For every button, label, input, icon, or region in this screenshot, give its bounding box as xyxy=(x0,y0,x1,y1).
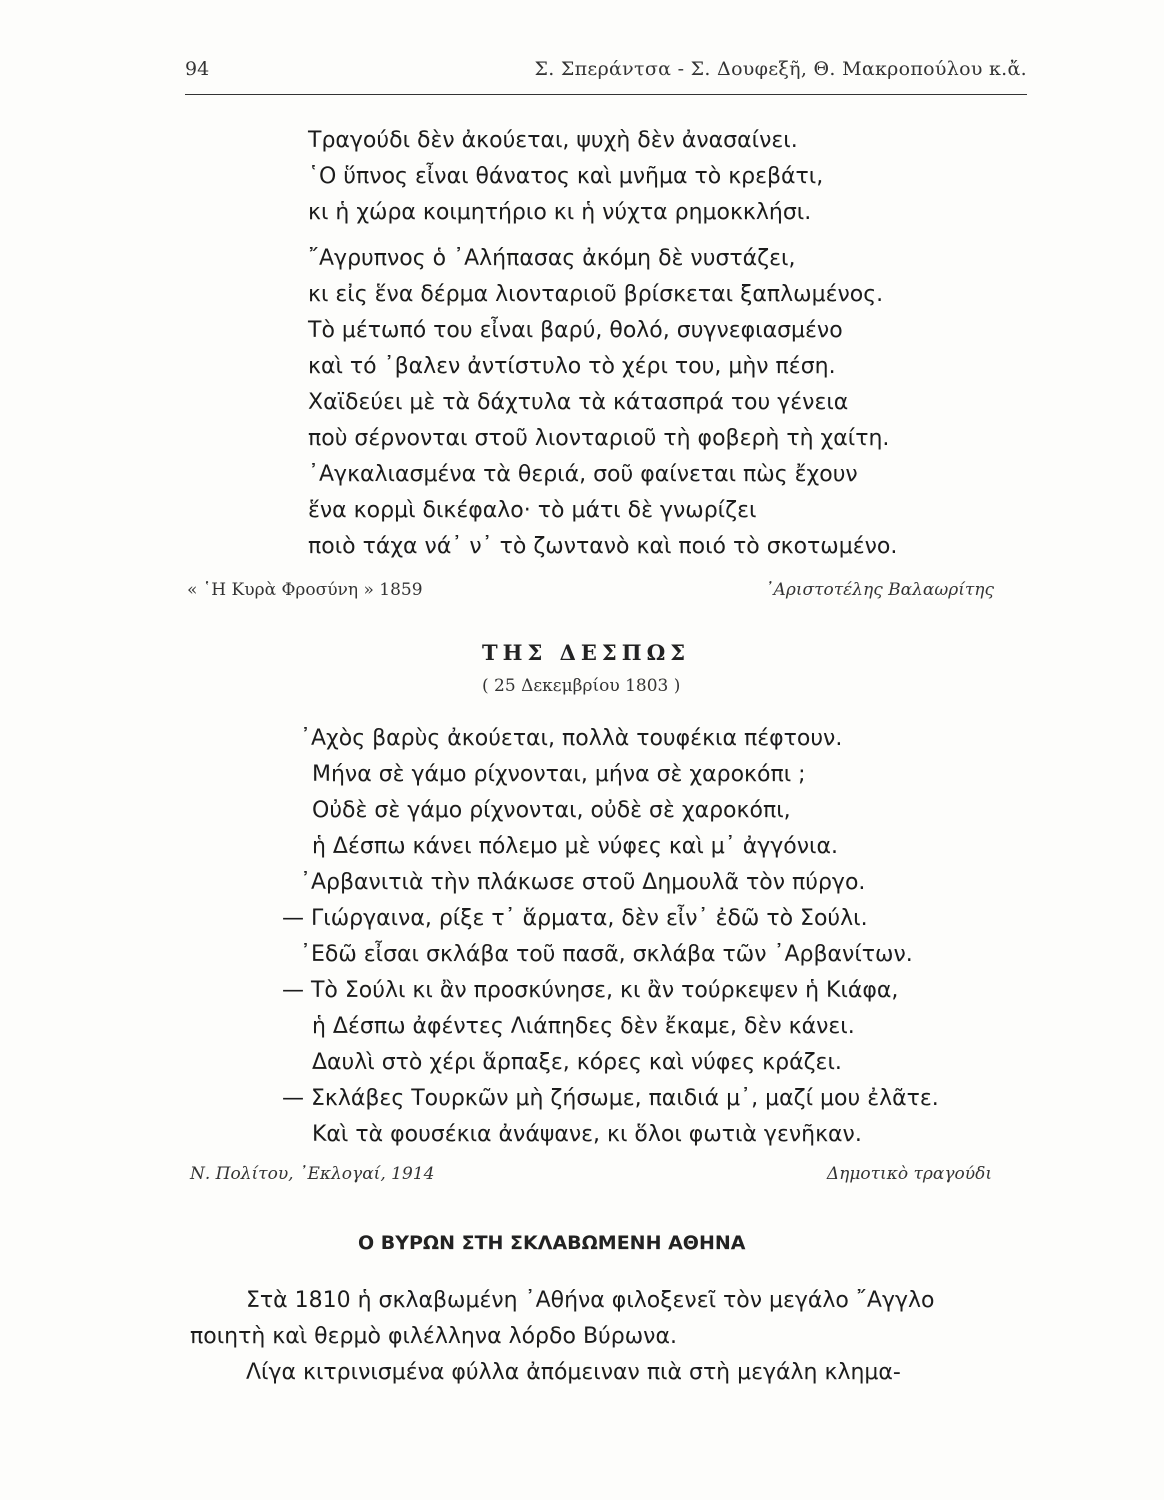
prose-line: ποιητὴ καὶ θερμὸ φιλέλληνα λόρδο Βύρωνα. xyxy=(190,1324,677,1349)
poem-line: Καὶ τὰ φουσέκια ἀνάψανε, κι ὅλοι φωτιὰ γενῆκαν. xyxy=(312,1122,862,1147)
poem-line: ἡ Δέσπω ἀφέντες Λιάπηδες δὲν ἔκαμε, δὲν κάνει. xyxy=(312,1014,855,1039)
prose-line: Λίγα κιτρινισμένα φύλλα ἀπόμειναν πιὰ στὴ μεγάλη κλημα- xyxy=(246,1360,901,1385)
poem-author: ᾿Αριστοτέλης Βαλαωρίτης xyxy=(765,580,994,600)
poem-line: κι εἰς ἕνα δέρμα λιονταριοῦ βρίσκεται ξαπλωμένος. xyxy=(308,282,884,307)
poem-line: — Γιώργαινα, ρίξε τ᾿ ἅρματα, δὲν εἶν᾿ ἐδῶ τὸ Σούλι. xyxy=(282,906,868,931)
poem-line: ᾿Αρβανιτιὰ τὴν πλάκωσε στοῦ Δημουλᾶ τὸν πύργο. xyxy=(300,870,866,895)
poem-line: ἡ Δέσπω κάνει πόλεμο μὲ νύφες καὶ μ᾿ ἀγγόνια. xyxy=(312,834,838,859)
poem-line: Τραγούδι δὲν ἀκούεται, ψυχὴ δὲν ἀνασαίνει. xyxy=(308,128,798,153)
page-number: 94 xyxy=(185,58,210,80)
prose-line: Στὰ 1810 ἡ σκλαβωμένη ᾿Αθήνα φιλοξενεῖ τὸν μεγάλο ῎Αγγλο xyxy=(246,1288,935,1313)
poem-line: — Τὸ Σούλι κι ἂν προσκύνησε, κι ἂν τούρκεψεν ἡ Κιάφα, xyxy=(282,978,899,1003)
page-header xyxy=(185,58,1027,95)
poem-line: ἕνα κορμὶ δικέφαλο· τὸ μάτι δὲ γνωρίζει xyxy=(308,498,757,523)
poem-date: ( 25 Δεκεμβρίου 1803 ) xyxy=(482,676,681,696)
poem-line: ῾Ο ὕπνος εἶναι θάνατος καὶ μνῆμα τὸ κρεβάτι, xyxy=(308,164,824,189)
poem-source: Ν. Πολίτου, ᾿Εκλογαί, 1914 xyxy=(190,1164,435,1184)
poem-line: Οὐδὲ σὲ γάμο ρίχνονται, οὐδὲ σὲ χαροκόπι, xyxy=(312,798,791,823)
poem-source: « ῾Η Κυρὰ Φροσύνη » 1859 xyxy=(187,580,423,600)
poem-line: Χαϊδεύει μὲ τὰ δάχτυλα τὰ κάτασπρά του γένεια xyxy=(308,390,849,415)
poem-line: ᾿Αγκαλιασμένα τὰ θεριά, σοῦ φαίνεται πὼς ἔχουν xyxy=(308,462,858,487)
poem-line: Τὸ μέτωπό του εἶναι βαρύ, θολό, συγνεφιασμένο xyxy=(308,318,843,343)
section-title: Ο ΒΥΡΩΝ ΣΤΗ ΣΚΛΑΒΩΜΕΝΗ ΑΘΗΝΑ xyxy=(358,1232,746,1254)
poem-line: ῎Αγρυπνος ὁ ᾿Αλήπασας ἀκόμη δὲ νυστάζει, xyxy=(308,246,796,271)
poem-line: ᾿Αχὸς βαρὺς ἀκούεται, πολλὰ τουφέκια πέφτουν. xyxy=(300,726,843,751)
poem-line: — Σκλάβες Τουρκῶν μὴ ζήσωμε, παιδιά μ᾿, μαζί μου ἐλᾶτε. xyxy=(282,1086,939,1111)
running-head: Σ. Σπεράντσα - Σ. Δουφεξῆ, Θ. Μακροπούλου κ.ἄ. xyxy=(534,58,1027,80)
poem-line: Δαυλὶ στὸ χέρι ἅρπαξε, κόρες καὶ νύφες κράζει. xyxy=(312,1050,842,1075)
poem-line: ποὺ σέρνονται στοῦ λιονταριοῦ τὴ φοβερὴ τὴ χαίτη. xyxy=(308,426,890,451)
poem-line: καὶ τό ᾿βαλεν ἀντίστυλο τὸ χέρι του, μὴν πέση. xyxy=(308,354,836,379)
poem-line: Μήνα σὲ γάμο ρίχνονται, μήνα σὲ χαροκόπι ; xyxy=(312,762,806,787)
poem-line: κι ἡ χώρα κοιμητήριο κι ἡ νύχτα ρημοκκλήσι. xyxy=(308,200,812,225)
poem-author: Δημοτικὸ τραγούδι xyxy=(826,1164,992,1184)
poem-line: ᾿Εδῶ εἶσαι σκλάβα τοῦ πασᾶ, σκλάβα τῶν ᾿Αρβανίτων. xyxy=(300,942,913,967)
poem-title: ΤΗΣ ΔΕΣΠΩΣ xyxy=(482,640,691,665)
poem-line: ποιὸ τάχα νά᾿ ν᾿ τὸ ζωντανὸ καὶ ποιό τὸ σκοτωμένο. xyxy=(308,534,898,559)
